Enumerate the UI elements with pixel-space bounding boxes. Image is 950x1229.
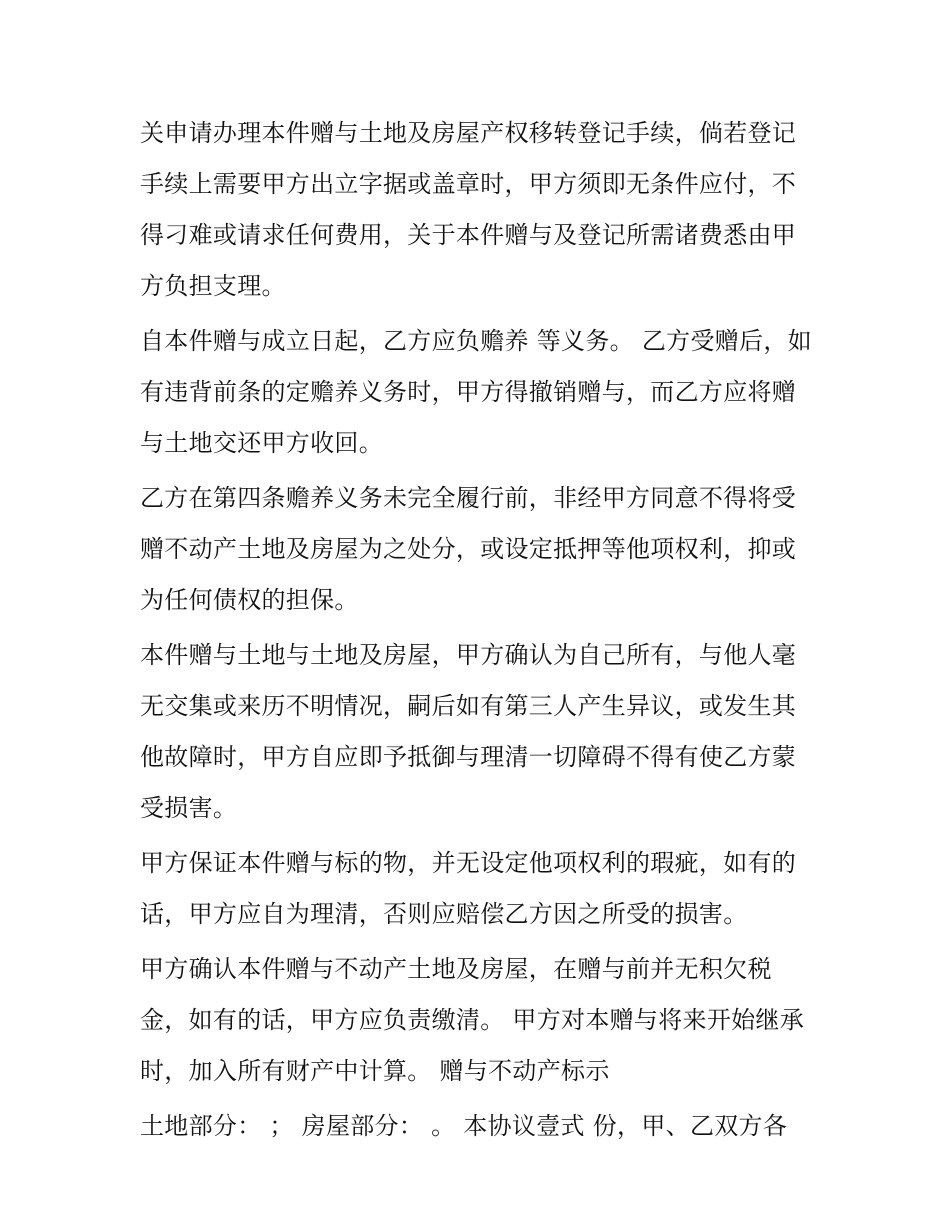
paragraph-transfer-registration: 关申请办理本件赠与土地及房屋产权移转登记手续，倘若登记手续上需要甲方出立字据或盖章时，甲方须即无条件应付，不得刁难或请求任何费用，关于本件赠与及登记所需诸费悉由甲方负担支理。: [140, 119, 797, 300]
paragraph-support-obligation: 自本件赠与成立日起，乙方应负赡养 等义务。 乙方受赠后，如有违背前条的定赡养义务时，甲方得撤销赠与，而乙方应将赠与土地交还甲方收回。: [140, 327, 812, 457]
paragraph-defect-guarantee: 甲方保证本件赠与标的物，并无设定他项权利的瑕疵，如有的话，甲方应自为理清，否则应赔偿乙方因之所受的损害。: [140, 849, 797, 928]
paragraph-tax-clearance: 甲方确认本件赠与不动产土地及房屋，在赠与前并无积欠税金，如有的话，甲方应负责缴清。 甲方对本赠与将来开始继承时，加入所有财产中计算。 赠与不动产标示: [140, 955, 805, 1085]
paragraph-property-description: 土地部分： ； 房屋部分： 。 本协议壹式 份，甲、乙双方各: [140, 1112, 788, 1140]
document-page: [140, 108, 812, 1156]
paragraph-ownership-warranty: 本件赠与土地与土地及房屋，甲方确认为自己所有，与他人毫无交集或来历不明情况，嗣后如有第三人产生异议，或发生其他故障时，甲方自应即予抵御与理清一切障碍不得有使乙方蒙受损害。: [140, 641, 797, 822]
paragraph-disposal-restriction: 乙方在第四条赡养义务未完全履行前，非经甲方同意不得将受赠不动产土地及房屋为之处分，或设定抵押等他项权利，抑或为任何债权的担保。: [140, 484, 797, 614]
